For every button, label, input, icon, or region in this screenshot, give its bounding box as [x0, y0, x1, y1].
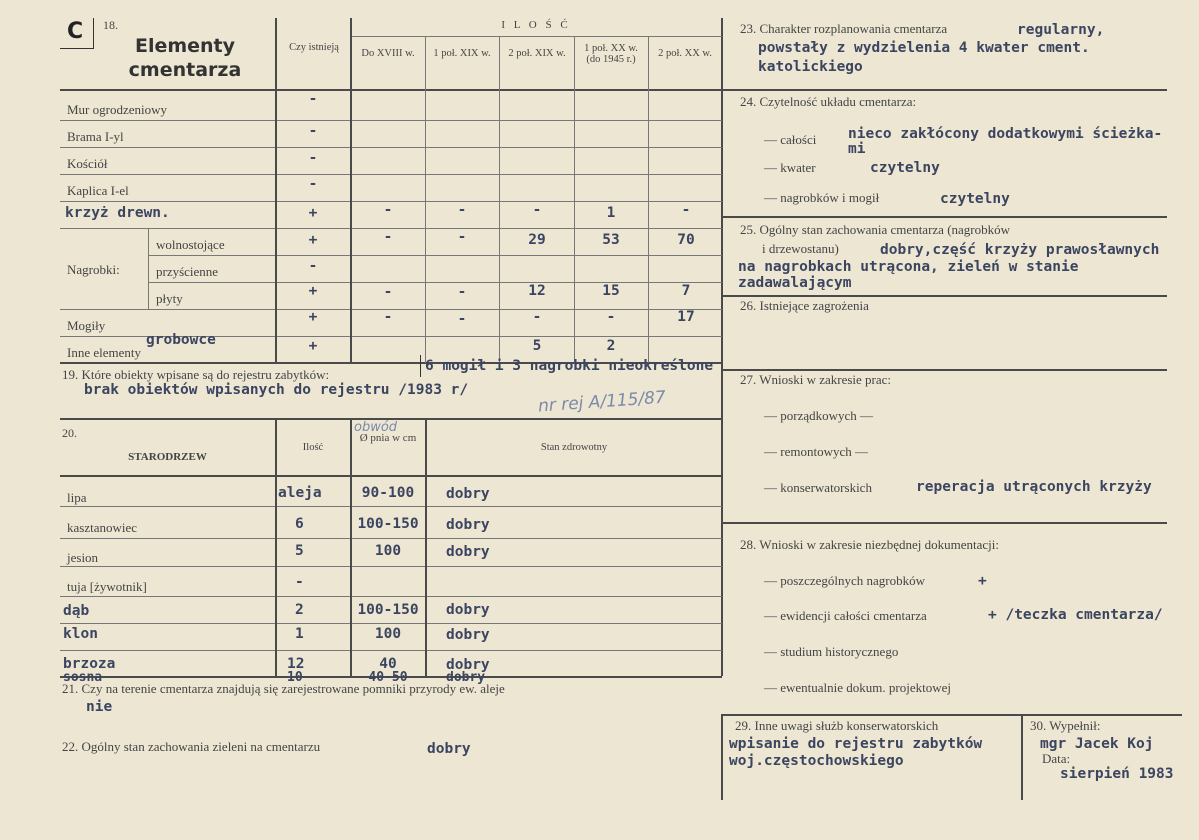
row-line	[60, 566, 722, 567]
q24-calosci-answer-2: mi	[848, 141, 866, 157]
tree-state: dobry	[446, 602, 490, 618]
tree-qty: 10	[287, 670, 303, 685]
value-cell: 2	[606, 338, 616, 354]
row-label-przyscienne: przyścienne	[156, 264, 219, 279]
tree-qty: aleja	[278, 485, 322, 501]
q29-answer-1: wpisanie do rejestru zabytków	[729, 736, 983, 752]
ilosc-line	[350, 36, 722, 37]
value-cell: -	[681, 202, 691, 218]
q23-label: 23. Charakter rozplanowania cmentarza	[740, 21, 948, 36]
q24-kwater-answer: czytelny	[870, 160, 940, 176]
value-cell: -	[606, 309, 616, 325]
q19-handwritten-reg-no: nr rej A/115/87	[537, 387, 667, 417]
q28-nagrobkow: — poszczególnych nagrobków	[764, 573, 926, 588]
q23-bottom-line	[722, 89, 1167, 91]
period-header-1: 1 poł. XIX w.	[433, 48, 491, 59]
q20-qty-header: Ilość	[302, 442, 324, 453]
tree-state: dobry	[446, 627, 490, 643]
q20-state-header: Stan zdrowotny	[540, 442, 608, 453]
row-label-krzyz: krzyż drewn.	[65, 205, 170, 221]
tree-name: sosna	[63, 670, 103, 685]
q25-answer-2: na nagrobkach utrącona, zieleń w stanie	[738, 259, 1079, 275]
q20-diam-header: Ø pnia w cm	[359, 432, 417, 444]
value-cell: 7	[681, 283, 691, 299]
row-line	[60, 623, 722, 624]
q24-nagrobkow-label: — nagrobków i mogił	[764, 190, 880, 205]
value-cell: -	[383, 229, 393, 245]
tree-state: dobry	[446, 670, 486, 685]
period-header-4: 2 poł. XX w.	[658, 48, 712, 59]
tree-diam: 100-150	[357, 602, 419, 618]
value-cell: 12	[528, 283, 546, 299]
value-cell: -	[383, 309, 393, 325]
q24-calosci-answer-1: nieco zakłócony dodatkowymi ścieżka-	[848, 126, 1163, 142]
center-divider	[721, 18, 723, 676]
exists-cell: -	[308, 123, 318, 139]
tree-qty: -	[295, 574, 304, 590]
q25-label-2: i drzewostanu)	[762, 241, 839, 256]
ilosc-header: I L O Ś Ć	[501, 19, 571, 31]
q25-answer-1: dobry,część krzyży prawosławnych	[880, 242, 1160, 258]
row-label-brama: Brama I-yl	[67, 129, 124, 144]
exists-cell: +	[308, 232, 318, 248]
value-cell: -	[532, 202, 542, 218]
q26-label: 26. Istniejące zagrożenia	[740, 298, 869, 313]
tree-name: tuja [żywotnik]	[67, 579, 147, 594]
tree-header-line	[60, 475, 722, 477]
q27-konserwatorskie: — konserwatorskich	[764, 480, 872, 495]
q28-ewidencji: — ewidencji całości cmentarza	[764, 608, 927, 623]
q24-bottom-line	[722, 216, 1167, 218]
q28-projektowej: — ewentualnie dokum. projektowej	[764, 680, 952, 695]
tree-qty: 5	[295, 543, 304, 559]
row-line	[60, 650, 722, 651]
value-cell: -	[457, 202, 467, 218]
q30-label: 30. Wypełnił:	[1030, 718, 1101, 733]
exists-cell: -	[308, 258, 318, 274]
tree-diam: 40-50	[368, 670, 408, 685]
q25-label-1: 25. Ogólny stan zachowania cmentarza (nagrobków	[740, 222, 1011, 237]
value-cell: -	[532, 309, 542, 325]
section-title-line2: cmentarza	[128, 59, 242, 81]
tree-name: lipa	[67, 490, 87, 505]
row-line	[60, 506, 722, 507]
row-line	[60, 538, 722, 539]
q24-kwater-label: — kwater	[764, 160, 816, 175]
q20-tree-header: STARODRZEW	[128, 451, 207, 463]
col-exists-header: Czy istnieją	[289, 42, 339, 53]
col-line	[275, 419, 277, 676]
value-cell: 29	[528, 232, 546, 248]
q27-bottom-line	[722, 522, 1167, 524]
value-cell: -	[383, 284, 393, 300]
tree-diam: 40	[379, 656, 397, 672]
section-number: 18.	[103, 18, 118, 32]
tree-name: jesion	[67, 550, 99, 565]
exists-cell: -	[308, 176, 318, 192]
row-line	[60, 147, 722, 148]
exists-cell: -	[308, 150, 318, 166]
exists-cell: +	[308, 205, 318, 221]
col-line	[148, 228, 149, 309]
tree-state: dobry	[446, 544, 490, 560]
q30-date: sierpień 1983	[1060, 766, 1174, 782]
value-cell: 5	[532, 338, 542, 354]
q30-date-label: Data:	[1042, 751, 1071, 766]
tree-diam: 90-100	[361, 485, 415, 501]
period-header-3: 1 poł. XX w. (do 1945 r.)	[584, 43, 638, 65]
q22-answer: dobry	[427, 741, 471, 757]
q20-obwod-handwritten: obwód	[354, 420, 398, 435]
q29-bottom-divider	[721, 714, 723, 800]
value-cell: 17	[677, 309, 695, 325]
q21-label: 21. Czy na terenie cmentarza znajdują się zarejestrowane pomniki przyrody ew. aleje	[62, 681, 505, 696]
exists-cell: -	[308, 91, 318, 107]
row-line	[60, 174, 722, 175]
tree-state: dobry	[446, 657, 490, 673]
exists-cell: +	[308, 338, 318, 354]
q19-answer: brak obiektów wpisanych do rejestru /1983 r/	[84, 382, 469, 398]
row-label-mur: Mur ogrodzeniowy	[67, 102, 168, 117]
q19-overflow-text: 6 mogił i 3 nagrobki nieokreślone	[425, 358, 714, 374]
tree-qty: 2	[295, 602, 304, 618]
section-letter: C	[67, 19, 84, 44]
q28-label: 28. Wnioski w zakresie niezbędnej dokumentacji:	[740, 537, 999, 552]
exists-cell: +	[308, 309, 318, 325]
row-label-kaplica: Kaplica I-el	[67, 183, 129, 198]
tree-name: dąb	[63, 603, 90, 619]
q23-answer-1: regularny,	[1017, 22, 1105, 38]
value-cell: -	[383, 202, 393, 218]
q27-konserwatorskie-answer: reperacja utrąconych krzyży	[916, 479, 1152, 495]
value-cell: -	[457, 284, 467, 300]
value-cell: 15	[602, 283, 620, 299]
q23-answer-2: powstały z wydzielenia 4 kwater cment.	[758, 40, 1090, 56]
q29-answer-2: woj.częstochowskiego	[729, 753, 904, 769]
q22-label: 22. Ogólny stan zachowania zieleni na cmentarzu	[62, 739, 321, 754]
q23-answer-3: katolickiego	[758, 59, 863, 75]
q28-nagrobkow-answer: +	[978, 573, 987, 589]
q24-nagrobkow-answer: czytelny	[940, 191, 1010, 207]
q27-remontowe: — remontowych —	[764, 444, 868, 459]
q26-bottom-line	[722, 369, 1167, 371]
period-header-0: Do XVIII w.	[361, 48, 415, 59]
q25-bottom-line	[722, 295, 1167, 297]
q21-answer: nie	[86, 699, 113, 715]
tree-diam: 100	[374, 543, 402, 559]
row-line	[60, 120, 722, 121]
q29-q30-divider	[1021, 714, 1023, 800]
row-label-wolnostojace: wolnostojące	[156, 237, 225, 252]
q28-bottom-line	[722, 714, 1182, 716]
tree-qty: 12	[287, 656, 305, 672]
row-label-mogily: Mogiły	[67, 318, 106, 333]
value-cell: 70	[677, 232, 695, 248]
q24-label: 24. Czytelność układu cmentarza:	[740, 94, 917, 109]
value-cell: -	[457, 311, 467, 327]
nagrobki-label: Nagrobki:	[67, 262, 120, 277]
q28-studium: — studium historycznego	[764, 644, 899, 659]
q24-calosci-label: — całości	[764, 132, 817, 147]
tree-diam: 100-150	[357, 516, 419, 532]
row-line	[148, 255, 722, 256]
q30-name: mgr Jacek Koj	[1040, 736, 1154, 752]
q28-ewidencji-answer: + /teczka cmentarza/	[988, 607, 1163, 623]
q27-porzadkowe: — porządkowych —	[764, 408, 874, 423]
q27-label: 27. Wnioski w zakresie prac:	[740, 372, 892, 387]
q19-label: 19. Które obiekty wpisane są do rejestru zabytków:	[62, 367, 330, 382]
q29-label: 29. Inne uwagi służb konserwatorskich	[735, 718, 939, 733]
value-cell: -	[457, 229, 467, 245]
row-label-plyty: płyty	[156, 291, 183, 306]
inne-typed: grobowce	[146, 332, 216, 348]
header-bottom-line	[60, 89, 722, 91]
tree-name: klon	[63, 626, 98, 642]
tree-diam: 100	[374, 626, 402, 642]
q25-answer-3: zadawalającym	[738, 275, 852, 291]
tree-qty: 6	[295, 516, 304, 532]
tree-name: brzoza	[63, 656, 116, 672]
row-label-inne: Inne elementy	[67, 345, 141, 360]
row-line	[60, 596, 722, 597]
value-cell: 1	[606, 205, 616, 221]
tree-state: dobry	[446, 486, 490, 502]
section-title-line1: Elementy	[134, 35, 236, 57]
period-header-2: 2 poł. XIX w.	[508, 48, 566, 59]
tree-qty: 1	[295, 626, 304, 642]
tree-name: kasztanowiec	[67, 520, 138, 535]
q20-number: 20.	[62, 426, 77, 440]
exists-cell: +	[308, 283, 318, 299]
value-cell: 53	[602, 232, 620, 248]
tree-state: dobry	[446, 517, 490, 533]
row-label-kosciol: Kościół	[67, 156, 108, 171]
